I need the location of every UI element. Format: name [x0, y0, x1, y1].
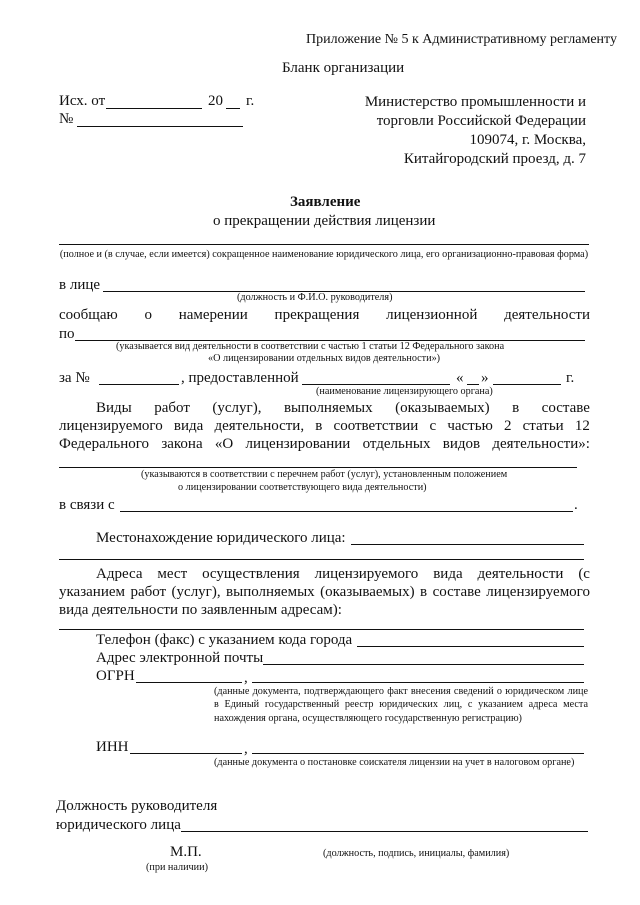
works-word: в [315, 418, 323, 434]
org-name-field[interactable] [59, 244, 589, 245]
activity-note-2: «О лицензировании отдельных видов деятельности») [208, 353, 441, 364]
inn-document-field[interactable] [252, 753, 584, 754]
addresses-field[interactable] [59, 629, 584, 630]
addr-word: работ [130, 584, 167, 600]
addr-word: (оказываемых) [320, 584, 415, 600]
due-to-end: . [574, 497, 578, 513]
works-note-1: (указываются в соответствии с перечнем работ (услуг), установленным положением [141, 469, 508, 480]
license-number-label: за № [59, 370, 90, 386]
works-word: Виды [96, 400, 132, 416]
position-label-1: Должность руководителя [56, 798, 218, 814]
works-word: частью [447, 418, 493, 434]
in-person-label: в лице [59, 277, 101, 293]
quote-open: « [456, 370, 464, 386]
position-note: (должность и Ф.И.О. руководителя) [237, 292, 393, 303]
inn-comma: , [244, 741, 248, 757]
signature-field[interactable] [181, 831, 588, 832]
ogrn-label: ОГРН [96, 668, 135, 684]
activity-note-1: (указывается вид деятельности в соответствии с частью 1 статьи 12 Федерального закона [116, 341, 505, 352]
ogrn-note: (данные документа, подтверждающего факт внесения сведений о юридическом лице в Единый государственный реестр юридических лиц, с указанием адреса места нахождения органа, осуществляющего государственную регистрацию) [214, 686, 588, 724]
addr-word: осуществления [202, 566, 300, 582]
addresses-line-2 [59, 585, 590, 600]
document-subtitle: о прекращении действия лицензии [213, 213, 436, 229]
position-label-2: юридического лица [56, 817, 181, 833]
inn-label: ИНН [96, 739, 129, 755]
addressee-block [340, 93, 586, 169]
notify-word: прекращения [274, 307, 360, 323]
ogrn-comma: , [244, 670, 248, 686]
works-word: лицензировании [245, 436, 351, 452]
works-note-2: о лицензировании соответствующего вида деятельности) [178, 482, 427, 493]
document-title: Заявление [290, 194, 361, 210]
addr-word: в [420, 584, 428, 600]
email-label: Адрес электронной почты [96, 650, 264, 666]
addr-word: вида [433, 566, 463, 582]
works-word: отдельных [362, 436, 431, 452]
works-word: с [429, 418, 437, 434]
works-word: «О [214, 436, 234, 452]
works-word: в [512, 400, 520, 416]
works-line-2 [59, 419, 590, 434]
location-field-2[interactable] [59, 559, 584, 560]
phone-label: Телефон (факс) с указанием кода города [96, 632, 353, 648]
location-label: Местонахождение юридического лица: [96, 530, 346, 546]
notify-word: сообщаю [59, 307, 118, 323]
phone-field[interactable] [357, 646, 584, 647]
outgoing-label: Исх. от [59, 93, 106, 109]
addr-word: выполняемых [226, 584, 315, 600]
addr-word: лицензируемого [314, 566, 419, 582]
addr-word: мест [157, 566, 188, 582]
works-word: вида [173, 418, 204, 434]
addressee-line-3: 109074, г. Москва, [469, 132, 586, 148]
seal-note: (при наличии) [146, 862, 208, 873]
license-year-g: г. [566, 370, 575, 386]
outgoing-year-suffix: г. [246, 93, 255, 109]
seal-label: М.П. [170, 844, 202, 860]
addresses-line-3: вида деятельности по заявленным адресам): [59, 602, 342, 618]
addr-word: лицензируемого [486, 584, 590, 600]
works-word: Федерального [59, 436, 150, 452]
license-day-field[interactable] [467, 384, 479, 385]
addr-word: указанием [59, 584, 126, 600]
works-word: деятельности, [214, 418, 305, 434]
location-field[interactable] [351, 544, 584, 545]
signature-note: (должность, подпись, инициалы, фамилия) [323, 848, 510, 859]
email-field[interactable] [263, 664, 584, 665]
license-month-field[interactable] [493, 384, 561, 385]
works-word: (услуг), [212, 400, 262, 416]
works-line-1 [96, 401, 590, 416]
outgoing-year-field[interactable] [226, 108, 240, 109]
appendix-note: Приложение № 5 к Административному регламенту [306, 32, 617, 47]
notify-word: лицензионной [386, 307, 478, 323]
addr-word: Адреса [96, 566, 143, 582]
works-word: соответствии [333, 418, 419, 434]
works-word: статьи [522, 418, 564, 434]
addr-word: (услуг), [171, 584, 221, 600]
works-word: (оказываемых) [395, 400, 490, 416]
works-line-3 [59, 437, 590, 452]
notify-word: о [144, 307, 152, 323]
works-word: 2 [503, 418, 512, 434]
notify-word: намерении [178, 307, 248, 323]
inn-note: (данные документа о постановке соискателя лицензии на учет в налоговом органе) [214, 757, 575, 768]
addressee-line-4: Китайгородский проезд, д. 7 [403, 151, 586, 167]
org-name-note: (полное и (в случае, если имеется) сокращенное наименование юридического лица, его организационно-правовая форма) [59, 249, 589, 260]
addr-word: (с [578, 566, 590, 582]
works-field[interactable] [59, 467, 577, 468]
works-word: выполняемых [283, 400, 373, 416]
addressee-line-2: торговли Российской Федерации [376, 113, 586, 129]
works-word: лицензируемого [59, 418, 163, 434]
addressee-line-1: Министерство промышленности и [364, 94, 586, 110]
addr-word: составе [432, 584, 481, 600]
outgoing-date-field[interactable] [106, 108, 202, 109]
inn-number-field[interactable] [130, 753, 242, 754]
quote-close: » [481, 370, 489, 386]
works-word: работ [154, 400, 190, 416]
provided-label: , предоставленной [181, 370, 299, 386]
notify-line [59, 308, 590, 323]
outgoing-year-prefix: 20 [208, 93, 223, 109]
works-word: видов [442, 436, 481, 452]
works-word: 12 [574, 418, 590, 434]
ogrn-number-field[interactable] [136, 682, 242, 683]
outgoing-number-label: № [59, 111, 74, 127]
org-form-label: Бланк организации [282, 60, 405, 76]
license-number-field[interactable] [99, 384, 179, 385]
licensing-organ-field[interactable] [302, 384, 450, 385]
works-word: составе [541, 400, 590, 416]
works-word: закона [161, 436, 203, 452]
due-to-field[interactable] [120, 511, 573, 512]
works-word: деятельности»: [492, 436, 590, 452]
due-to-label: в связи с [59, 497, 115, 513]
addr-word: деятельности [477, 566, 564, 582]
outgoing-number-field[interactable] [77, 126, 243, 127]
addresses-line-1 [96, 567, 590, 582]
ogrn-document-field[interactable] [252, 682, 584, 683]
organ-note: (наименование лицензирующего органа) [316, 386, 493, 397]
notify-word: деятельности [504, 307, 590, 323]
by-label: по [59, 326, 75, 342]
